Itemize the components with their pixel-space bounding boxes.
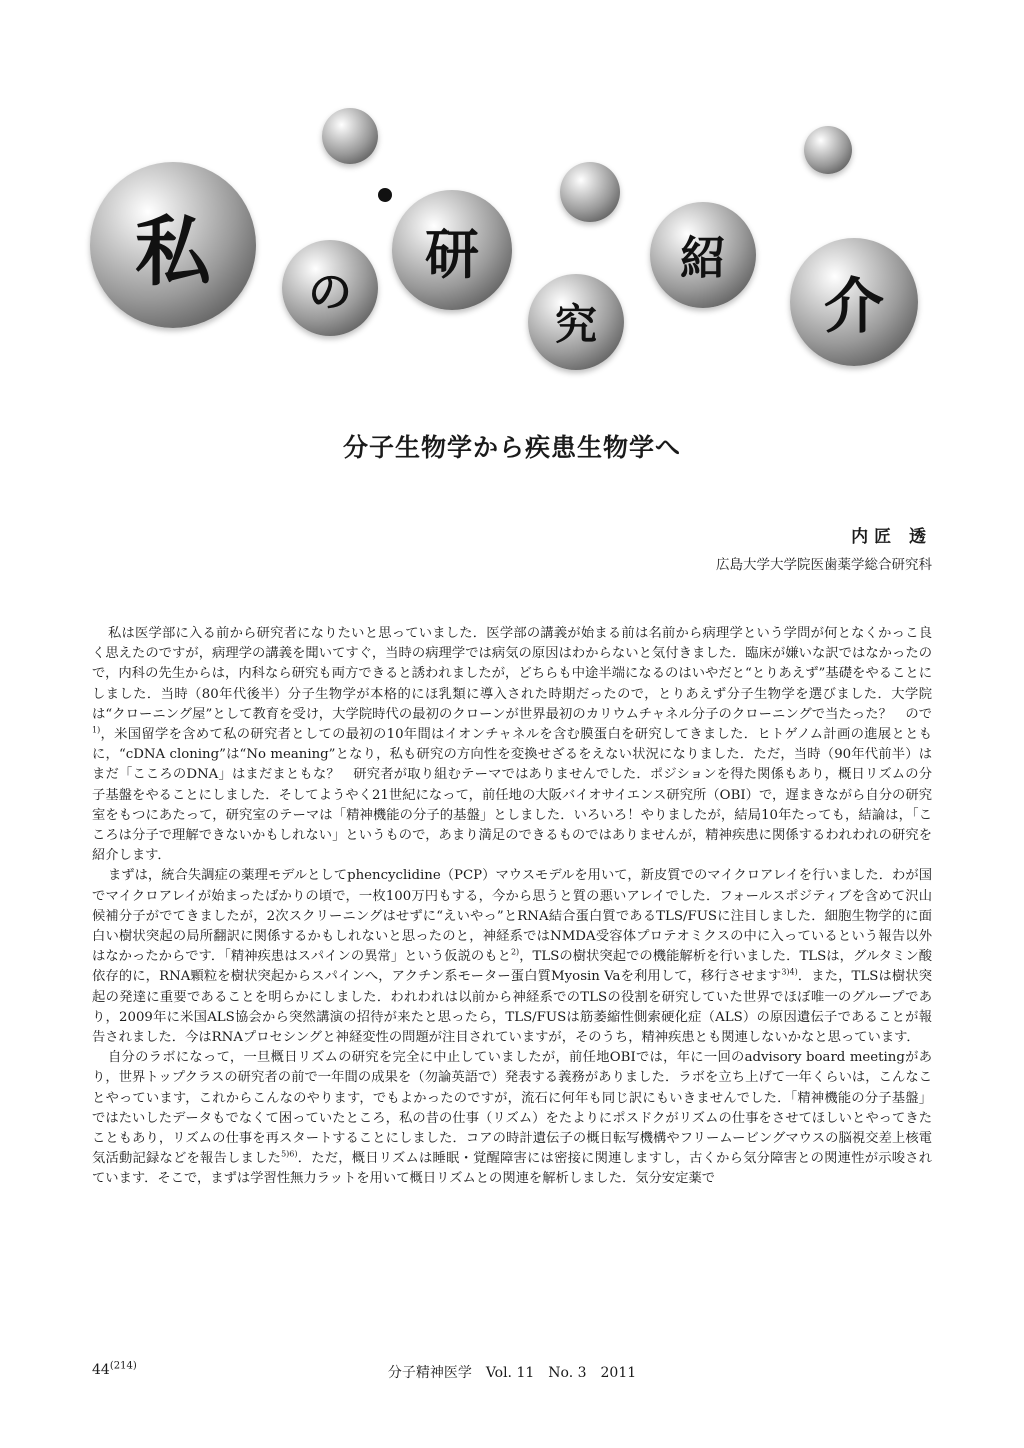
body-paragraph-2: まずは，統合失調症の薬理モデルとしてphencyclidine（PCP）マウスモデルを用いて，新皮質でのマイクロアレイを行いました．わが国でマイクロアレイが始まったばかりの頃で，一枚100万円もする，今から思うと質の悪いアレイでした．フォールスポジティブを含めて沢山候補分子がでてきましたが，2次スクリーニングはせずに“えいやっ”とRNA結合蛋白質であるTLS/FUSに注目しました．細胞生物学的に面白い樹状突起の局所翻訳に関係するかもしれないと思ったのと，神経系ではNMDA受容体プロテオミクスの中に入っているという報告以外はなかったからです．「精神疾患はスパインの異常」という仮説のもと$^{2)}$，TLSの樹状突起での機能解析を行いました．TLSは，グルタミン酸依存的に，RNA顆粒を樹状突起からスパインへ，アクチン系モーター蛋白質Myosin Vaを利用して，移行させます$^{3)4)}$．また，TLSは樹状突起の発達に重要であることを明らかにしました．われわれは以前から神経系でのTLSの役割を研究していた世界でほぼ唯一のグループであり，2009年に米国ALS協会から突然講演の招待が来たと思ったら，TLS/FUSは筋萎縮性側索硬化症（ALS）の原因遺伝子であることが報告されました．今はRNAプロセシングと神経変性の問題が注目されていますが，そのうち，精神疾患とも関連しないかなと思っています． [92,868,933,1046]
journal-footer: 分子精神医学 Vol. 11 No. 3 2011 [387,1365,637,1381]
body-paragraph-3: 自分のラボになって，一旦概日リズムの研究を完全に中止していましたが，前任地OBIでは，年に一回のadvisory board meetingがあり，世界トップクラスの研究者の前で一年間の成果を（勿論英語で）発表する義務がありました．ラボを立ち上げて一年くらいは，こんなことやっています，これからこんなのやります，でもよかったのですが，流石に何年も同じ訳にもいきませんでした．「精神機能の分子基盤」ではたいしたデータもでなくて困っていたところ，私の昔の仕事（リズム）をたよりにポスドクがリズムの仕事をさせてほしいとやってきたこともあり，リズムの仕事を再スタートすることにしました．コアの時計遺伝子の概日転写機構やフリームービングマウスの脳視交差上核電気活動記録などを報告しました$^{5)6)}$．ただ，概日リズムは睡眠・覚醒障害には密接に関連しますし，古くから気分障害との関連性が示唆されています．そこで，まずは学習性無力ラットを用いて概日リズムとの関連を解析しました．気分安定薬で [92,1050,933,1187]
decorative-sphere [560,162,620,222]
title-sphere-6 [790,238,918,366]
author-name: 内匠 透 [851,527,932,547]
title-sphere-3 [392,190,512,310]
citation: 3)4) [781,968,798,978]
author-affiliation: 広島大学大学院医歯薬学総合研究科 [716,557,932,573]
title-sphere-1 [90,162,256,328]
series-title-char: 私 [135,206,211,296]
series-title-char: の [308,267,352,318]
series-title-char: 介 [824,272,884,342]
citation: 2) [510,947,520,957]
series-title-char: 究 [554,300,597,349]
article-title: 分子生物学から疾患生物学へ [342,433,681,462]
title-sphere-5 [650,202,756,308]
series-title-char: 紹 [680,231,726,285]
decorative-sphere [804,126,852,174]
citation: 1) [92,725,101,735]
body-paragraph-1: 私は医学部に入る前から研究者になりたいと思っていました．医学部の講義が始まる前は名前から病理学という学問が何となくかっこ良く思えたのですが，病理学の講義を聞いてすぐ，当時の病理学では病気の原因はわからないと気付きました．臨床が嫌いな訳ではなかったので，内科の先生からは，内科なら研究も両方できると誘われましたが，どちらも中途半端になるのはいやだと“とりあえず”基礎をやることにしました．当時（80年代後半）分子生物学が本格的にほ乳類に導入された時期だったので，とりあえず分子生物学を選びました．大学院は“クローニング屋”として教育を受け，大学院時代の最初のクローンが世界最初のカリウムチャネル分子のクローニングで当たった？ ので$^{1)}$，米国留学を含めて私の研究者としての最初の10年間はイオンチャネルを含む膜蛋白を研究してきました．ヒトゲノム計画の進展とともに，“cDNA cloning”は“No meaning”となり，私も研究の方向性を変換せざるをえない状況になりました．ただ，当時（90年代前半）はまだ「こころのDNA」はまだまともな？ 研究者が取り組むテーマではありませんでした．ポジションを得た関係もあり，概日リズムの分子基盤をやることにしました．そしてようやく21世紀になって，前任地の大阪バイオサイエンス研究所（OBI）で，遅まきながら自分の研究室をもつにあたって，研究室のテーマは「精神機能の分子的基盤」としました．いろいろ！やりましたが，結局10年たっても，結論は，「こころは分子で理解できないかもしれない」というもので，あまり満足のできるものではありませんが，精神疾患に関係するわれわれの研究を紹介します． [92,626,932,864]
series-header [0,90,1024,410]
decorative-sphere [322,108,378,164]
article-body [92,624,932,1190]
series-title-char: 研 [425,222,479,286]
page-number: 44$^{(214)}$ [92,1360,137,1378]
title-sphere-4 [528,274,624,370]
title-sphere-2 [282,240,378,336]
decorative-dot [378,188,392,202]
citation: 5)6) [281,1149,298,1159]
page-number-original: (214) [109,1360,137,1372]
